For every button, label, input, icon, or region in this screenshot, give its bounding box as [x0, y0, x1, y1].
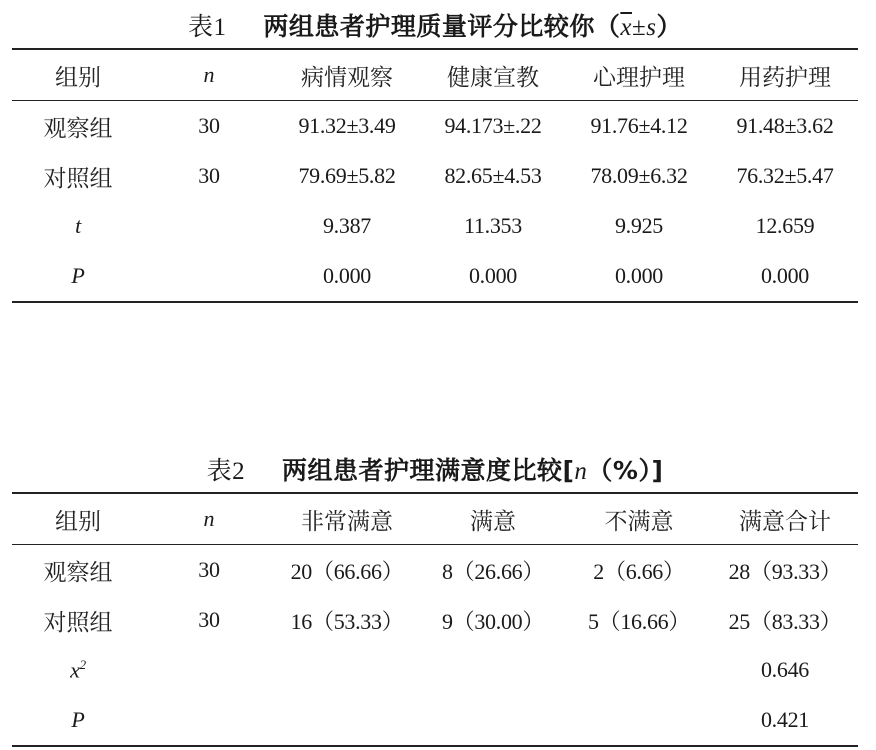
- column-header: n: [203, 506, 215, 531]
- table-1-caption: [12, 8, 858, 48]
- value-cell: [420, 695, 566, 746]
- value-cell: 9.925: [614, 213, 663, 238]
- value-cell: 9（30.00）: [441, 608, 545, 634]
- sd-symbol: s: [646, 14, 657, 41]
- column-header: 非常满意: [301, 508, 393, 535]
- column-header: 组别: [55, 508, 101, 535]
- value-cell: 0.000: [614, 263, 663, 288]
- column-header: 满意: [470, 508, 516, 535]
- table-1-label: 表1: [188, 14, 227, 41]
- caption-tail: （%）]: [587, 456, 664, 485]
- chi-square-symbol: x: [70, 657, 80, 683]
- column-header: 病情观察: [301, 64, 393, 91]
- n-cell: 30: [198, 557, 220, 582]
- column-header: 心理护理: [593, 64, 685, 91]
- value-cell: 11.353: [464, 213, 522, 238]
- value-cell: [566, 695, 712, 746]
- value-cell: 2（6.66）: [593, 558, 685, 584]
- value-cell: 20（66.66）: [290, 558, 404, 584]
- statistic-label-cell: [12, 645, 144, 695]
- value-cell: 91.76±4.12: [590, 113, 688, 138]
- column-header: 组别: [55, 64, 101, 91]
- value-cell: 91.32±3.49: [298, 113, 396, 138]
- table-row: [12, 101, 858, 152]
- nursing-quality-table: [12, 48, 858, 303]
- table-row: [12, 695, 858, 746]
- column-header: 用药护理: [739, 64, 831, 91]
- table-row: [12, 151, 858, 201]
- table-1-block: [12, 8, 858, 303]
- table-row: [12, 201, 858, 251]
- column-header: 满意合计: [739, 508, 831, 535]
- table-header-row: [12, 493, 858, 545]
- n-cell: 30: [198, 113, 220, 138]
- n-cell: [144, 695, 274, 746]
- value-cell: [566, 645, 712, 695]
- group-cell: 观察组: [43, 115, 113, 142]
- value-cell: 0.421: [760, 707, 809, 732]
- n-cell: [144, 201, 274, 251]
- value-cell: 94.173±.22: [444, 113, 542, 138]
- value-cell: 78.09±6.32: [590, 163, 688, 188]
- n-cell: [144, 251, 274, 302]
- statistic-label-cell: t: [75, 213, 81, 238]
- group-cell: 对照组: [43, 609, 113, 636]
- value-cell: 12.659: [755, 213, 815, 238]
- table-2-caption: [12, 452, 858, 492]
- column-header: 不满意: [604, 508, 674, 535]
- value-cell: 28（93.33）: [728, 558, 842, 584]
- value-cell: 0.000: [760, 263, 809, 288]
- table-row: [12, 595, 858, 645]
- table-row: [12, 645, 858, 695]
- column-header: 健康宣教: [447, 64, 539, 91]
- plus-minus-symbol: ±: [631, 14, 647, 41]
- table-1-title: 两组患者护理质量评分比较你（: [263, 12, 621, 41]
- value-cell: 5（16.66）: [587, 608, 691, 634]
- value-cell: 8（26.66）: [441, 558, 545, 584]
- table-2-label: 表2: [206, 458, 246, 485]
- table-2-block: [12, 452, 858, 747]
- value-cell: 0.000: [468, 263, 517, 288]
- value-cell: 82.65±4.53: [444, 163, 542, 188]
- table-2-title: 两组患者护理满意度比较[: [281, 456, 575, 485]
- table-header-row: [12, 49, 858, 101]
- value-cell: 0.646: [760, 657, 809, 682]
- n-cell: 30: [198, 607, 220, 632]
- value-cell: 25（83.33）: [728, 608, 842, 634]
- group-cell: 观察组: [43, 559, 113, 586]
- value-cell: 79.69±5.82: [298, 163, 396, 188]
- caption-close-paren: ）: [656, 12, 682, 41]
- column-header: n: [203, 62, 215, 87]
- value-cell: 76.32±5.47: [736, 163, 834, 188]
- n-cell: 30: [198, 163, 220, 188]
- mean-symbol: $\overline{x}$: [620, 14, 632, 41]
- n-cell: [144, 645, 274, 695]
- table-row: [12, 251, 858, 302]
- value-cell: [274, 695, 420, 746]
- statistic-label-cell: P: [71, 263, 85, 288]
- chi-square-superscript: 2: [79, 656, 86, 672]
- value-cell: 16（53.33）: [290, 608, 404, 634]
- table-row: [12, 545, 858, 596]
- value-cell: [274, 645, 420, 695]
- n-symbol: n: [574, 458, 588, 485]
- value-cell: 9.387: [322, 213, 371, 238]
- nursing-satisfaction-table: [12, 492, 858, 747]
- value-cell: [420, 645, 566, 695]
- group-cell: 对照组: [43, 165, 113, 192]
- value-cell: 91.48±3.62: [736, 113, 834, 138]
- value-cell: 0.000: [322, 263, 371, 288]
- statistic-label-cell: P: [71, 707, 85, 732]
